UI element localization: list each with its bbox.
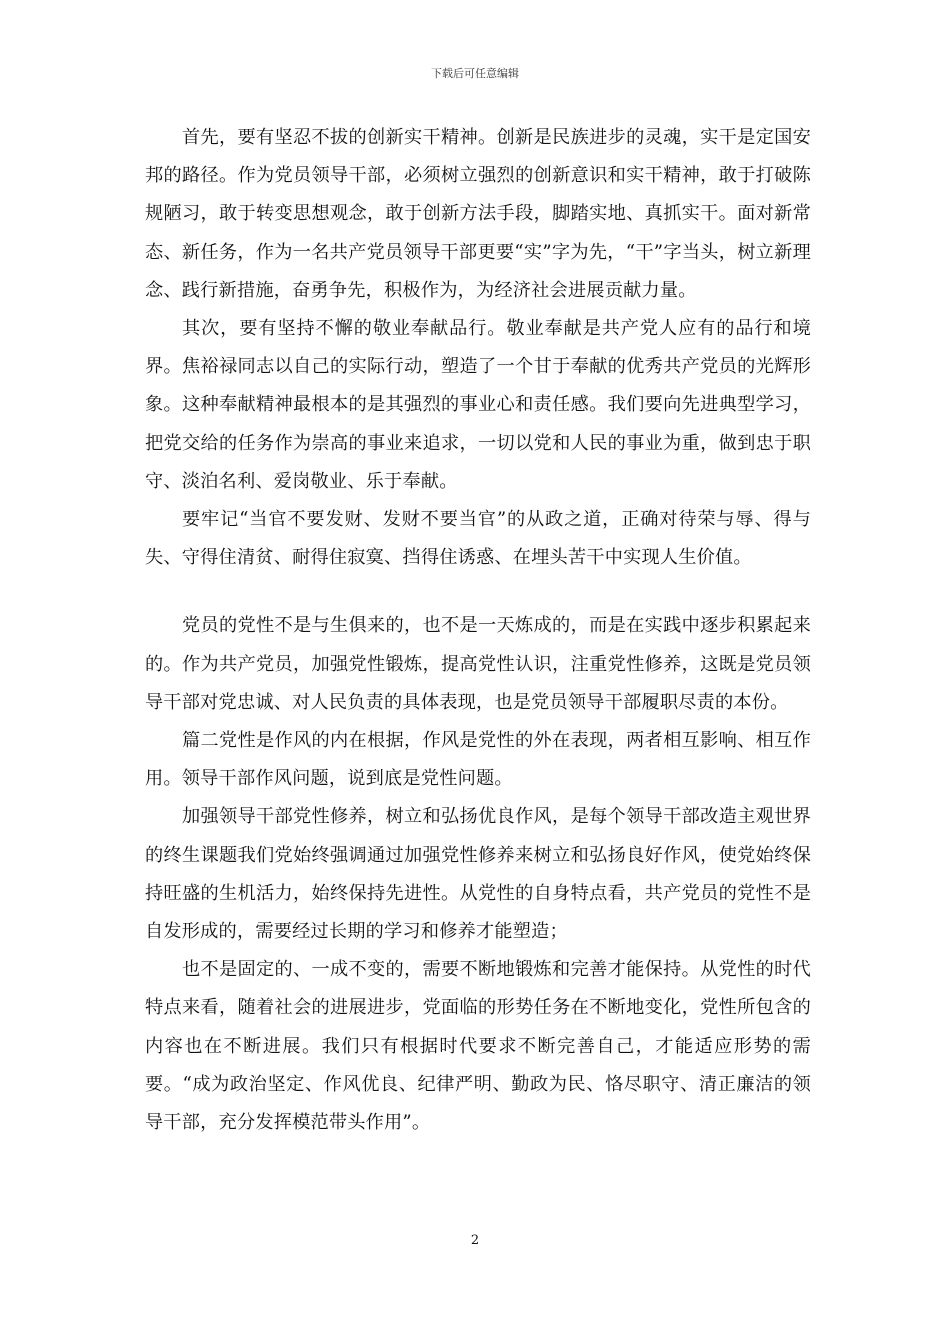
paragraph-times: 也不是固定的、一成不变的，需要不断地锻炼和完善才能保持。从党性的时代特点来看，随着社会的进展进步，党面临的形势任务在不断地变化，党性所包含的内容也在不断进展。我们只有根据时代要求不断完善自己，才能适应形势的需要。“成为政治坚定、作风优良、纪律严明、勤政为民、恪尽职守、清正廉洁的领导干部，充分发挥模范带头作用”。 — [145, 959, 811, 1134]
paragraph-cultivation: 加强领导干部党性修养，树立和弘扬优良作风，是每个领导干部改造主观世界的终生课题我们党始终强调通过加强党性修养来树立和弘扬良好作风，使党始终保持旺盛的生机活力，始终保持先进性。从党性的自身特点看，共产党员的党性不是自发形成的，需要经过长期的学习和修养才能塑造； — [145, 806, 811, 943]
section-gap — [145, 577, 811, 607]
paragraph-dedication: 其次，要有坚持不懈的敬业奉献品行。敬业奉献是共产党人应有的品行和境界。焦裕禄同志以自己的实际行动，塑造了一个甘于奉献的优秀共产党员的光辉形象。这种奉献精神最根本的是其强烈的事业心和责任感。我们要向先进典型学习，把党交给的任务作为崇高的事业来追求，一切以党和人民的事业为重，做到忠于职守、淡泊名利、爱岗敬业、乐于奉献。 — [145, 318, 811, 492]
page-header: 下载后可任意编辑 — [431, 67, 519, 80]
document-body — [145, 119, 811, 1142]
paragraph-innovation: 首先，要有坚忍不拔的创新实干精神。创新是民族进步的灵魂，实干是定国安邦的路径。作为党员领导干部，必须树立强烈的创新意识和实干精神，敢于打破陈规陋习，敢于转变思想观念，敢于创新方法手段，脚踏实地、真抓实干。面对新常态、新任务，作为一名共产党员领导干部更要“实”字为先，“干”字当头，树立新理念、践行新措施，奋勇争先，积极作为，为经济社会进展贡献力量。 — [145, 127, 811, 301]
page-number: 2 — [470, 1233, 480, 1248]
paragraph-integrity: 要牢记“当官不要发财、发财不要当官”的从政之道，正确对待荣与辱、得与失、守得住清贫、耐得住寂寞、挡得住诱惑、在埋头苦干中实现人生价值。 — [145, 509, 811, 569]
paragraph-party-spirit: 党员的党性不是与生俱来的，也不是一天炼成的，而是在实践中逐步积累起来的。作为共产党员，加强党性锻炼，提高党性认识，注重党性修养，这既是党员领导干部对党忠诚、对人民负责的具体表现，也是党员领导干部履职尽责的本份。 — [145, 615, 811, 713]
paragraph-article-two: 篇二党性是作风的内在根据，作风是党性的外在表现，两者相互影响、相互作用。领导干部作风问题，说到底是党性问题。 — [145, 730, 811, 790]
